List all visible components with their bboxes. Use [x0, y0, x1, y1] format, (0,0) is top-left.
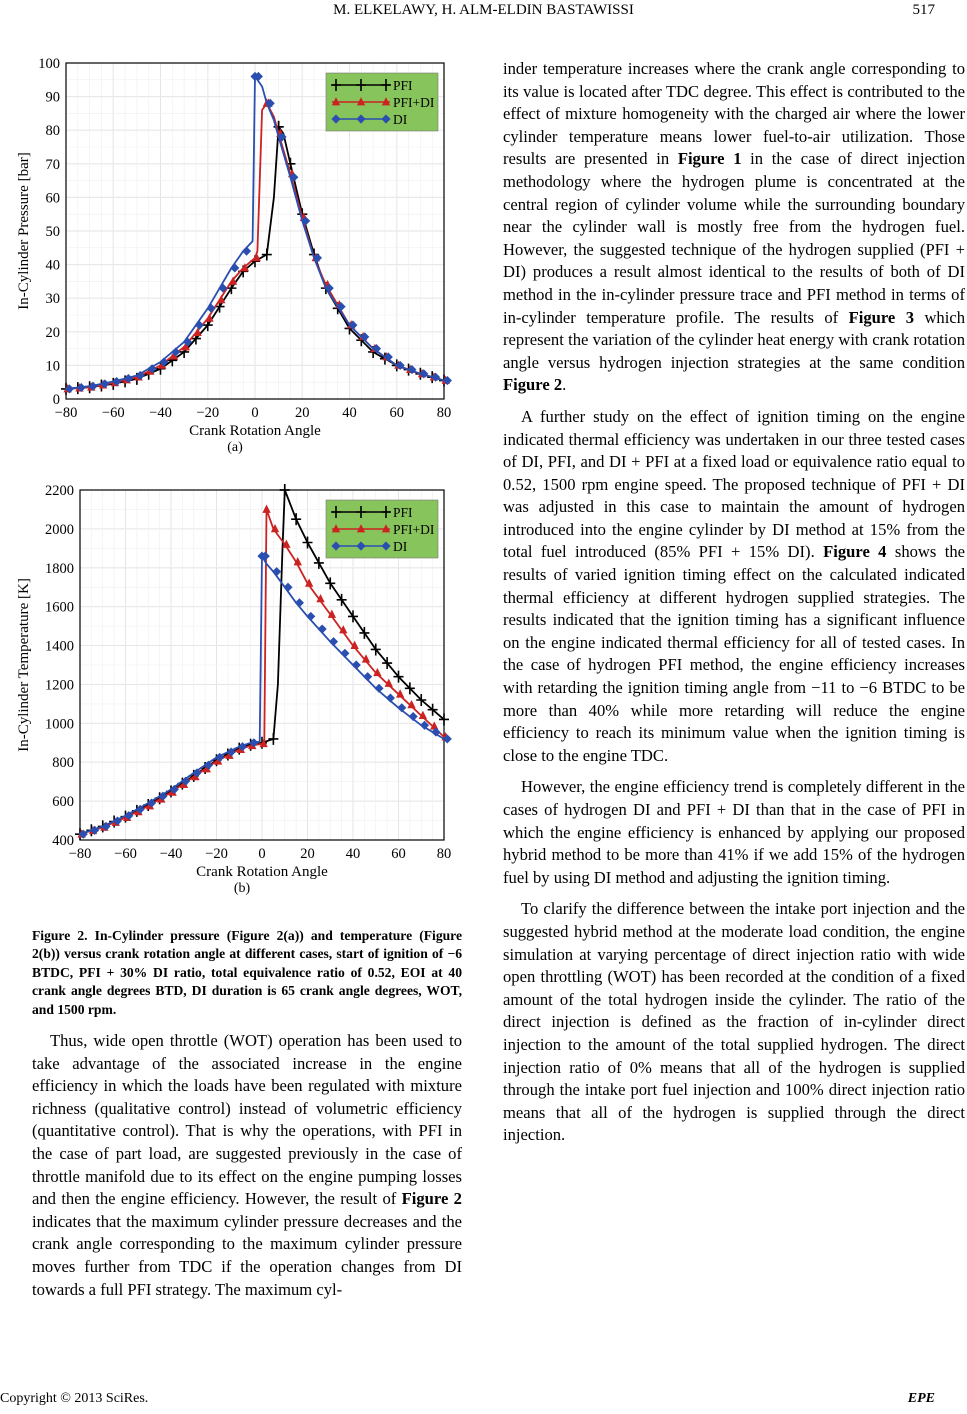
figure-ref: Figure 2	[401, 1189, 462, 1209]
x-tick-label: −60	[101, 405, 125, 421]
y-tick-label: 10	[45, 358, 60, 375]
figure-ref: Figure 2	[503, 375, 563, 395]
y-tick-label: 40	[45, 257, 60, 274]
figure-ref: Figure 1	[677, 149, 742, 169]
y-tick-label: 100	[38, 56, 60, 72]
running-head	[0, 0, 967, 24]
y-tick-label: 70	[45, 156, 60, 173]
right-para1-text-3: which represent the variation of the cylinder heat energy with crank rotation angle versus hydrogen injection strategies at the same condition	[503, 307, 965, 372]
right-para3-text: However, the engine efficiency trend is completely different in the cases of hydrogen DI and PFI + DI than that in the case of PFI in which the engine efficiency is enhanced by applying our proposed hybrid method to be more than 41% if we add 15% of the hydrogen fuel by using DI method and adjusting the ignition timing.	[503, 777, 965, 887]
right-column	[503, 58, 965, 1147]
x-tick-label: −20	[196, 405, 220, 421]
right-para2-text-1: A further study on the effect of ignition timing on the engine indicated thermal efficiency was undertaken in our three tested cases of DI, PFI, and DI + PFI at a fixed load or equivalence ratio equal to 0.52, 1500 rpm engine speed. The proposed technique of PFI + DI was adjusted in this case to maintain the amount of hydrogen introduced into the engine cylinder by DI method at 15% from the total fuel introduced (85% PFI + 15% DI).	[503, 406, 965, 562]
temperature-chart	[14, 478, 454, 910]
footer-journal: EPE	[907, 1391, 935, 1406]
x-tick-label: −40	[159, 846, 183, 862]
right-para2-text-2: shows the results of varied ignition timing effect on the calculated indicated thermal efficiency at different hydrogen supplied strategies. The results indicated that the ignition timing has a significant influence on the engine indicated thermal efficiency for all of tested cases. In the case of hydrogen PFI method, the engine efficiency increases with retarding the ignition timing angle from −11 to −6 BTDC to be more than 40% while more retarding will reduce the engine efficiency to reach its minimum value when the ignition timing is close to the engine TDC.	[503, 542, 965, 765]
legend	[326, 73, 438, 131]
y-tick-label: 2200	[45, 483, 74, 499]
y-tick-label: 2000	[45, 521, 74, 538]
y-tick-label: 1200	[45, 677, 74, 694]
y-tick-label: 80	[45, 123, 60, 140]
y-axis-label: In-Cylinder Temperature [K]	[16, 578, 32, 752]
x-axis-label: Crank Rotation Angle	[196, 864, 328, 880]
y-tick-label: 800	[52, 755, 74, 772]
running-head-authors: M. ELKELAWY, H. ALM-ELDIN BASTAWISSI	[333, 2, 634, 18]
figure-ref: Figure 4	[823, 542, 887, 562]
panel-label: (a)	[227, 440, 243, 455]
y-axis-label: In-Cylinder Pressure [bar]	[16, 152, 32, 310]
panel-label: (b)	[233, 881, 251, 896]
y-tick-label: 0	[52, 392, 60, 408]
x-tick-label: 40	[345, 846, 361, 862]
figure-caption: Figure 2. In-Cylinder pressure (Figure 2(a)) and temperature (Figure 2(b)) versus crank rotation angle at different cases, start of ignition of −6 BTDC, PFI + 30% DI ratio, total equivalence ratio of 0.52, EOI at 40 crank angle degrees BTD, DI duration is 65 crank angle degrees, WOT, and 1500 rpm.	[32, 928, 462, 1017]
y-tick-label: 1000	[45, 716, 74, 733]
footer-copyright: Copyright © 2013 SciRes.	[0, 1391, 149, 1406]
x-tick-label: 40	[342, 405, 357, 421]
x-tick-label: −20	[205, 846, 228, 862]
y-tick-label: 1400	[45, 638, 74, 655]
x-tick-label: −40	[149, 405, 172, 421]
y-tick-label: 400	[52, 833, 74, 849]
y-tick-label: 50	[45, 224, 60, 240]
x-tick-label: −60	[114, 846, 137, 862]
left-column-paragraph	[32, 1030, 462, 1301]
right-paragraph-3	[503, 776, 965, 889]
legend-label: PFI+DI	[393, 522, 435, 537]
x-axis-label: Crank Rotation Angle	[189, 423, 321, 439]
x-tick-label: −80	[54, 405, 78, 421]
figure-ref: Figure 3	[848, 307, 915, 327]
x-tick-label: 60	[389, 405, 404, 421]
legend-label: PFI	[393, 505, 413, 520]
pressure-chart	[14, 50, 454, 468]
y-tick-label: 90	[45, 89, 60, 106]
legend-label: DI	[393, 112, 408, 127]
y-tick-label: 600	[52, 794, 74, 811]
y-tick-label: 30	[45, 291, 60, 308]
right-para1-text-4: .	[562, 375, 567, 395]
x-tick-label: 60	[391, 846, 406, 862]
x-tick-label: 20	[295, 405, 310, 421]
legend	[326, 500, 438, 558]
y-tick-label: 20	[45, 324, 60, 341]
page-number: 517	[912, 2, 935, 18]
y-tick-label: 1600	[45, 599, 74, 616]
x-tick-label: 20	[300, 846, 315, 862]
right-paragraph-4	[503, 898, 965, 1147]
y-tick-label: 60	[45, 190, 60, 207]
x-tick-label: 80	[436, 846, 452, 862]
right-para1-text-1: inder temperature increases where the crank angle corresponding to its value is located after TDC degree. This effect is contributed to the effect of mixture homogeneity with the charged air where the lower cylinder temperature means lower fuel-to-air utilization. Those results are presented in	[503, 59, 965, 169]
left-para-text-1: Thus, wide open throttle (WOT) operation has been used to take advantage of the associated increase in the engine efficiency in which the loads have been regulated with mixture richness (qualitative control) instead of volumetric efficiency (quantitative control). That is why the operations, with PFI in the case of part load, are suggested previously in the case of throttle manifold due to its effect on the engine pumping losses and then the engine efficiency. However, the result of	[32, 1031, 462, 1209]
y-tick-label: 1800	[45, 560, 74, 577]
right-paragraph-1	[503, 58, 965, 397]
right-para4-text: To clarify the difference between the intake port injection and the suggested hybrid method at the moderate load condition, the engine simulation at varying percentage of direct injection ratio with wide open throttling (WOT) has been recorded at the condition of a fixed amount of the total hydrogen inside the cylinder. The ratio of the direct injection is defined as the fraction of in-cylinder direct injection to the amount of the total supplied hydrogen. The direct injection ratio of 0% means that all of the hydrogen is supplied through the intake port fuel injection and 100% direct injection ratio means that all of the hydrogen is supplied through the direct injection.	[503, 899, 965, 1145]
right-paragraph-2	[503, 406, 965, 768]
x-tick-label: 0	[251, 405, 259, 421]
x-tick-label: 0	[258, 846, 266, 862]
legend-label: DI	[393, 539, 408, 554]
x-tick-label: −80	[68, 846, 92, 862]
x-tick-label: 80	[436, 405, 452, 421]
left-para-text-2: indicates that the maximum cylinder pressure decreases and the crank angle corresponding to the maximum cylinder pressure moves further from TDC if the operation changes from DI towards a full PFI strategy. The maximum cyl-	[32, 1211, 462, 1299]
right-para1-text-2: in the case of direct injection methodology where the hydrogen plume is concentrated at the central region of cylinder volume while the surrounding boundary near the cylinder wall is mostly free from the hydrogen fuel. However, the suggested technique of the hydrogen supplied (PFI + DI) produces a result almost identical to the results of both of DI method in the in-cylinder pressure trace and PFI method in terms of in-cylinder temperature profile. The results of	[503, 149, 965, 327]
legend-label: PFI	[393, 78, 413, 93]
legend-label: PFI+DI	[393, 95, 435, 110]
